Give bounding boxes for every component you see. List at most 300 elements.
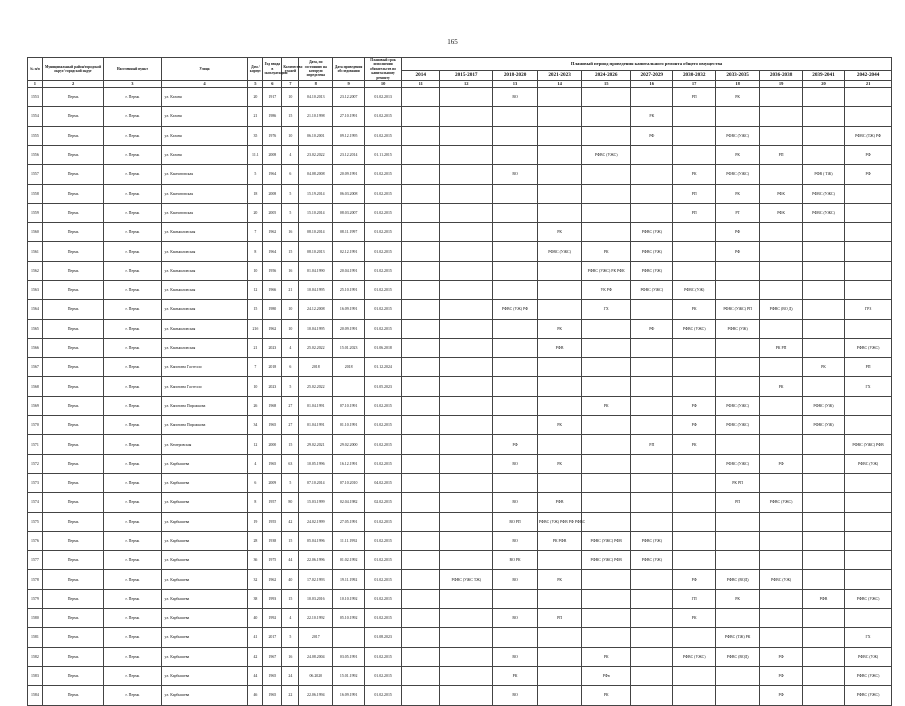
table-cell: 1561 [28, 242, 43, 261]
table-cell [402, 666, 440, 685]
table-cell: РФВС (УЖС) [715, 396, 760, 415]
table-cell: 05.10.1992 [333, 609, 365, 628]
table-cell: РФВС (УЖС) [715, 165, 760, 184]
table-cell [537, 107, 582, 126]
table-cell [493, 473, 538, 492]
table-cell: ул. Капитана Гастелло [161, 358, 248, 377]
table-cell [402, 473, 440, 492]
table-cell [440, 454, 493, 473]
table-cell: 01.04.1990 [299, 261, 333, 280]
table-cell [402, 261, 440, 280]
table-cell: ГХ [845, 377, 892, 396]
table-cell: 10 [248, 261, 263, 280]
table-cell: г. Пермь [104, 107, 161, 126]
table-cell [631, 589, 673, 608]
table-cell: 6 [282, 165, 299, 184]
table-cell [760, 242, 802, 261]
table-cell: 10 [282, 88, 299, 107]
table-cell: 01.04.1991 [299, 416, 333, 435]
table-cell: 01.05.2023 [365, 377, 402, 396]
table-cell: РФК [760, 184, 802, 203]
table-cell: 24.02.1999 [299, 512, 333, 531]
table-cell: РФВС (УЖС) [845, 589, 892, 608]
table-cell: г. Пермь [104, 609, 161, 628]
table-cell [715, 358, 760, 377]
table-cell [582, 454, 631, 473]
table-cell: Пермь [42, 242, 103, 261]
table-cell [493, 145, 538, 164]
table-cell: РФВС (УЖС ТЖ) [440, 570, 493, 589]
table-cell: РК [537, 570, 582, 589]
table-cell: 2009 [263, 473, 282, 492]
table-cell: РК [582, 242, 631, 261]
table-cell [631, 666, 673, 685]
table-cell: 4 [248, 454, 263, 473]
table-cell: РП [537, 609, 582, 628]
table-row [28, 589, 892, 608]
table-cell: Пермь [42, 165, 103, 184]
table-cell: ул. Карбышева [161, 686, 248, 705]
table-cell: РК РП [715, 473, 760, 492]
table-cell [845, 281, 892, 300]
table-cell: РК [537, 319, 582, 338]
column-number: 20 [802, 81, 844, 88]
table-cell: 1962 [263, 223, 282, 242]
table-cell: 01.02.2015 [365, 609, 402, 628]
table-cell: г. Пермь [104, 396, 161, 415]
table-cell [582, 165, 631, 184]
table-cell: ул. Камышловская [161, 281, 248, 300]
table-cell: 25.02.2022 [299, 377, 333, 396]
table-cell: 4 [282, 609, 299, 628]
table-cell [631, 184, 673, 203]
table-cell: Пермь [42, 454, 103, 473]
table-cell: РФ [673, 570, 715, 589]
table-cell: РФВС (УЖ) [631, 551, 673, 570]
table-cell [537, 473, 582, 492]
table-cell: 22.06.1996 [299, 551, 333, 570]
table-cell: 6 [248, 473, 263, 492]
table-cell [802, 473, 844, 492]
table-cell [845, 609, 892, 628]
table-cell: 2017 [263, 628, 282, 647]
table-cell: 29.02.2021 [299, 435, 333, 454]
table-cell [760, 281, 802, 300]
table-cell: 1965 [263, 686, 282, 705]
table-cell: 44 [248, 666, 263, 685]
table-cell [802, 531, 844, 550]
table-cell: 01.02.2015 [365, 242, 402, 261]
table-cell [802, 609, 844, 628]
table-cell [440, 609, 493, 628]
table-cell: УК РФ [582, 281, 631, 300]
table-cell [760, 261, 802, 280]
table-cell [493, 396, 538, 415]
table-cell [845, 261, 892, 280]
table-cell [673, 473, 715, 492]
table-cell: ул. Карбышева [161, 609, 248, 628]
table-cell [760, 358, 802, 377]
table-cell: РФВС (ВОД) [715, 570, 760, 589]
table-cell: 1582 [28, 647, 43, 666]
table-cell: РК [715, 88, 760, 107]
planned-period-group-header: Плановый период проведения капитального ремонта общего имущества [402, 58, 892, 71]
table-cell: 26 [248, 396, 263, 415]
table-cell: 04.10.2013 [299, 88, 333, 107]
table-cell: РФ [715, 242, 760, 261]
table-cell: г. Пермь [104, 454, 161, 473]
period-header: 2033-2035 [715, 71, 760, 81]
table-cell: 1575 [28, 512, 43, 531]
table-cell: Пермь [42, 473, 103, 492]
table-cell: 11.11.1992 [333, 531, 365, 550]
table-cell: РФ [673, 416, 715, 435]
table-cell [673, 223, 715, 242]
table-cell [493, 223, 538, 242]
table-cell: 09.12.1995 [333, 126, 365, 145]
table-row [28, 319, 892, 338]
table-cell: РК [582, 647, 631, 666]
table-cell: 24 [282, 666, 299, 685]
table-cell: г. Пермь [104, 184, 161, 203]
table-cell [402, 396, 440, 415]
table-cell: 01.10.1991 [333, 416, 365, 435]
table-cell [582, 628, 631, 647]
table-cell [333, 628, 365, 647]
table-cell [673, 107, 715, 126]
table-cell: РФ [673, 396, 715, 415]
table-cell: г. Пермь [104, 319, 161, 338]
table-cell [537, 300, 582, 319]
table-cell [440, 686, 493, 705]
table-cell: Пермь [42, 416, 103, 435]
table-cell: 01.02.2015 [365, 261, 402, 280]
table-cell [673, 358, 715, 377]
table-cell: 1564 [28, 300, 43, 319]
table-cell: 1964 [263, 242, 282, 261]
table-cell [402, 300, 440, 319]
table-cell [440, 628, 493, 647]
table-cell: Пермь [42, 551, 103, 570]
table-cell [631, 628, 673, 647]
table-cell [631, 416, 673, 435]
table-cell: 01.02.2015 [365, 686, 402, 705]
table-cell: 2005 [263, 203, 282, 222]
table-cell: 01.12.2024 [365, 358, 402, 377]
table-cell [802, 686, 844, 705]
table-cell: 15 [282, 242, 299, 261]
table-cell: 32 [248, 570, 263, 589]
table-cell [631, 609, 673, 628]
table-cell: РФВС (УЖ) [631, 531, 673, 550]
table-cell: 10.10.1992 [333, 589, 365, 608]
table-cell [715, 686, 760, 705]
table-cell: г. Пермь [104, 512, 161, 531]
table-cell [715, 666, 760, 685]
table-cell [440, 512, 493, 531]
col-header-4: Улица [161, 58, 248, 81]
table-cell: РФ [493, 435, 538, 454]
table-cell [802, 493, 844, 512]
table-cell: 40 [248, 609, 263, 628]
table-cell: РФВС (УЖ) РФ [493, 300, 538, 319]
table-cell: Пермь [42, 647, 103, 666]
table-cell [402, 377, 440, 396]
table-row [28, 435, 892, 454]
table-cell: 22.10.1992 [299, 609, 333, 628]
column-number-row [28, 81, 892, 88]
table-cell: 1570 [28, 416, 43, 435]
table-cell [537, 88, 582, 107]
table-cell: 7 [248, 358, 263, 377]
table-cell: РФВС (УЖС) [673, 647, 715, 666]
table-cell: РФВ [802, 589, 844, 608]
table-cell [402, 223, 440, 242]
table-cell: 2017 [299, 628, 333, 647]
table-cell: г. Пермь [104, 261, 161, 280]
table-cell: 1572 [28, 454, 43, 473]
table-cell: 2008 [263, 145, 282, 164]
table-cell: 01.02.2015 [365, 531, 402, 550]
table-cell: 01.02.2015 [365, 184, 402, 203]
table-cell: РФ [760, 647, 802, 666]
table-cell: ул. Капитана Гастелло [161, 377, 248, 396]
table-cell [845, 512, 892, 531]
table-cell [802, 281, 844, 300]
table-row [28, 473, 892, 492]
table-cell: 1965 [263, 416, 282, 435]
table-cell: ВО [493, 570, 538, 589]
col-header-8: Дата, по состоянию на которую определена [299, 58, 333, 81]
table-cell [631, 358, 673, 377]
table-cell: 08.10.2013 [299, 242, 333, 261]
table-cell [845, 184, 892, 203]
page-number: 165 [447, 38, 458, 46]
table-cell [402, 531, 440, 550]
table-cell: ул. Камышловская [161, 242, 248, 261]
table-cell: 1980 [263, 300, 282, 319]
table-cell [493, 126, 538, 145]
period-header: 2015-2017 [440, 71, 493, 81]
table-cell: 1964 [263, 165, 282, 184]
table-row [28, 531, 892, 550]
table-cell [845, 203, 892, 222]
table-cell: 1573 [28, 473, 43, 492]
table-cell [537, 647, 582, 666]
table-cell [537, 358, 582, 377]
table-cell [760, 396, 802, 415]
table-cell: Пермь [42, 435, 103, 454]
table-cell: Пермь [42, 686, 103, 705]
table-cell [537, 589, 582, 608]
table-row [28, 165, 892, 184]
table-cell [440, 184, 493, 203]
table-cell: РФВС (УЖ) [631, 261, 673, 280]
table-cell [760, 512, 802, 531]
table-cell: РФ [631, 319, 673, 338]
period-header: 2018-2020 [493, 71, 538, 81]
table-cell [715, 377, 760, 396]
table-cell: ул. Камышловская [161, 261, 248, 280]
table-cell [440, 551, 493, 570]
table-cell: ул. Карбышева [161, 666, 248, 685]
table-cell [493, 358, 538, 377]
table-cell: Пермь [42, 184, 103, 203]
table-cell: РФВС (УЖС) РФВ [845, 435, 892, 454]
table-cell: РП [673, 203, 715, 222]
table-cell: 20.09.1991 [333, 165, 365, 184]
table-cell: 03.05.1991 [333, 647, 365, 666]
table-cell [715, 261, 760, 280]
table-cell: 1566 [28, 338, 43, 357]
table-cell: РТ [715, 203, 760, 222]
table-cell: ул. Карбышева [161, 454, 248, 473]
table-row [28, 377, 892, 396]
table-cell [802, 223, 844, 242]
table-cell: ул. Карбышева [161, 512, 248, 531]
table-cell: 1577 [28, 551, 43, 570]
table-cell: 20.09.1991 [333, 319, 365, 338]
table-cell [402, 628, 440, 647]
table-row [28, 145, 892, 164]
table-cell: Пермь [42, 531, 103, 550]
table-cell: РФв [582, 666, 631, 685]
table-cell [493, 377, 538, 396]
table-cell: г. Пермь [104, 531, 161, 550]
table-cell: 8 [248, 493, 263, 512]
table-cell [802, 242, 844, 261]
table-cell: Пермь [42, 570, 103, 589]
table-row [28, 512, 892, 531]
table-cell: РК [715, 589, 760, 608]
table-cell: 1579 [28, 589, 43, 608]
table-cell: г. Пермь [104, 88, 161, 107]
table-cell: 25.02.2022 [299, 338, 333, 357]
table-cell [537, 686, 582, 705]
table-cell [537, 126, 582, 145]
table-cell: 1583 [28, 666, 43, 685]
table-cell [493, 416, 538, 435]
table-cell [631, 300, 673, 319]
column-number: 14 [537, 81, 582, 88]
table-cell [440, 107, 493, 126]
table-cell: 46 [248, 686, 263, 705]
table-cell: г. Пермь [104, 300, 161, 319]
table-cell: Пермь [42, 493, 103, 512]
table-cell [845, 493, 892, 512]
table-cell: 15.10.2014 [299, 203, 333, 222]
table-cell [760, 88, 802, 107]
table-cell: РФ [845, 165, 892, 184]
table-cell: 19.11.1992 [333, 570, 365, 589]
table-cell [537, 628, 582, 647]
table-cell: РФВС (УЖС) [631, 281, 673, 300]
table-cell [802, 126, 844, 145]
table-cell: 1558 [28, 184, 43, 203]
table-cell [440, 319, 493, 338]
table-cell: 01.02.2015 [365, 589, 402, 608]
column-number: 5 [248, 81, 263, 88]
table-cell: 7 [248, 223, 263, 242]
table-cell: 16 [282, 223, 299, 242]
table-cell: Пермь [42, 338, 103, 357]
table-cell: 16 [282, 647, 299, 666]
table-cell [402, 88, 440, 107]
table-cell: ул. Камчатовская [161, 165, 248, 184]
table-cell: ВО РП [493, 512, 538, 531]
table-cell: ГРЗ [845, 300, 892, 319]
table-cell [402, 435, 440, 454]
table-cell: РК [493, 666, 538, 685]
table-cell [402, 107, 440, 126]
table-cell [631, 686, 673, 705]
table-cell: ул. Карбышева [161, 551, 248, 570]
table-cell: РК [582, 686, 631, 705]
table-cell: 02.04.1982 [333, 493, 365, 512]
table-cell: 10 [282, 126, 299, 145]
table-row [28, 261, 892, 280]
table-cell: 42 [248, 647, 263, 666]
table-cell: РФВС (УЖС) [845, 338, 892, 357]
col-header-1: № п/п [28, 58, 43, 81]
table-cell: 10 [282, 319, 299, 338]
table-cell: Пермь [42, 261, 103, 280]
table-cell [582, 319, 631, 338]
table-cell: ул. Камышловская [161, 300, 248, 319]
table-cell: Пермь [42, 88, 103, 107]
table-cell: РК [802, 358, 844, 377]
table-cell: 42 [282, 512, 299, 531]
table-cell: РФВС (УЖС) [673, 319, 715, 338]
table-cell: 1571 [28, 435, 43, 454]
table-cell [402, 609, 440, 628]
table-cell [582, 609, 631, 628]
table-cell: РФВС (ВО Д) [760, 300, 802, 319]
table-cell: РФВС (УЖ) [760, 570, 802, 589]
table-cell: 01.02.2015 [365, 647, 402, 666]
table-cell: ул. Карбышева [161, 570, 248, 589]
table-cell: ул. Камчатовская [161, 184, 248, 203]
table-cell: РП [673, 88, 715, 107]
table-cell: РФВС (УЖС) [582, 145, 631, 164]
table-cell [673, 666, 715, 685]
table-cell: 1992 [263, 609, 282, 628]
table-cell: РФВС (УЖ) [845, 454, 892, 473]
table-cell: 63 [282, 454, 299, 473]
table-cell: г. Пермь [104, 416, 161, 435]
table-cell: РК [582, 396, 631, 415]
table-cell: 01.02.2015 [365, 281, 402, 300]
table-cell [582, 416, 631, 435]
table-cell [493, 107, 538, 126]
table-cell: 44 [282, 551, 299, 570]
table-cell: ул. Казаня [161, 88, 248, 107]
table-cell: г. Пермь [104, 281, 161, 300]
table-cell: 5 [282, 473, 299, 492]
table-cell: РК [673, 165, 715, 184]
table-cell: г. Пермь [104, 242, 161, 261]
table-cell: РФВ ( ТЖ) [802, 165, 844, 184]
table-cell: 01.02.2015 [365, 203, 402, 222]
table-cell: Пермь [42, 589, 103, 608]
table-cell [537, 396, 582, 415]
column-number: 11 [402, 81, 440, 88]
table-cell: 1576 [28, 531, 43, 550]
table-cell: ВО [493, 88, 538, 107]
table-cell: 2018 [333, 358, 365, 377]
table-cell: 23.02.2022 [299, 145, 333, 164]
table-cell: РК РФВ [537, 531, 582, 550]
